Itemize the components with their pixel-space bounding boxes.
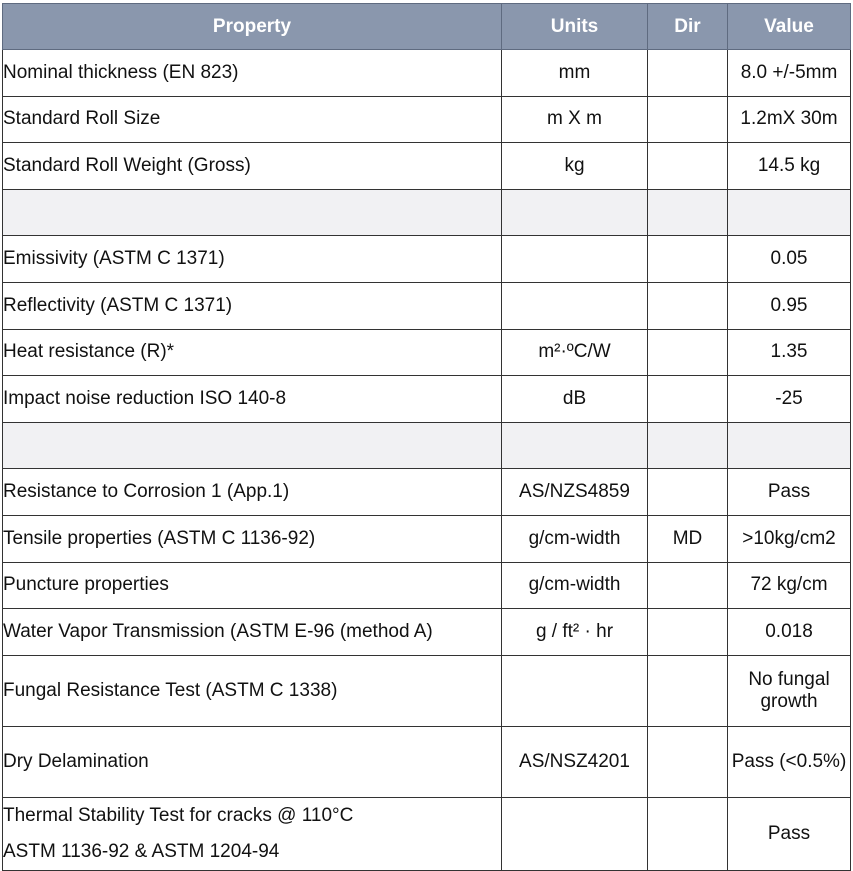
cell-units <box>502 282 648 329</box>
cell-value: 0.95 <box>728 282 851 329</box>
cell-dir <box>648 655 728 726</box>
cell-value: >10kg/cm2 <box>728 515 851 562</box>
cell-value: Pass <box>728 469 851 516</box>
cell-dir <box>648 797 728 870</box>
cell-value: Pass <box>728 797 851 870</box>
cell-property: Standard Roll Size <box>3 96 502 143</box>
cell-value: 1.2mX 30m <box>728 96 851 143</box>
cell-property: Impact noise reduction ISO 140-8 <box>3 376 502 423</box>
cell-value: 8.0 +/-5mm <box>728 50 851 97</box>
header-units: Units <box>502 4 648 50</box>
cell-property: Standard Roll Weight (Gross) <box>3 143 502 190</box>
cell-value: 0.018 <box>728 609 851 656</box>
cell-property: Resistance to Corrosion 1 (App.1) <box>3 469 502 516</box>
cell-value: 14.5 kg <box>728 143 851 190</box>
cell-value: No fungal growth <box>728 655 851 726</box>
cell-units: AS/NZS4859 <box>502 469 648 516</box>
spec-table <box>2 3 851 871</box>
cell-property: Heat resistance (R)* <box>3 329 502 376</box>
table-row <box>3 282 851 329</box>
cell-dir <box>648 376 728 423</box>
cell-property: Puncture properties <box>3 562 502 609</box>
header-property: Property <box>3 4 502 50</box>
cell-property: Water Vapor Transmission (ASTM E-96 (method A) <box>3 609 502 656</box>
cell-dir <box>648 96 728 143</box>
cell-value <box>728 422 851 469</box>
cell-dir <box>648 609 728 656</box>
table-row <box>3 562 851 609</box>
cell-dir <box>648 562 728 609</box>
table-row <box>3 609 851 656</box>
table-row <box>3 797 851 870</box>
table-row <box>3 329 851 376</box>
cell-value: 72 kg/cm <box>728 562 851 609</box>
cell-dir <box>648 329 728 376</box>
table-row <box>3 655 851 726</box>
cell-property: Fungal Resistance Test (ASTM C 1338) <box>3 655 502 726</box>
cell-units: g / ft² · hr <box>502 609 648 656</box>
cell-value: -25 <box>728 376 851 423</box>
cell-property: Emissivity (ASTM C 1371) <box>3 236 502 283</box>
cell-property: Tensile properties (ASTM C 1136-92) <box>3 515 502 562</box>
cell-units: g/cm-width <box>502 562 648 609</box>
cell-dir: MD <box>648 515 728 562</box>
table-row <box>3 236 851 283</box>
cell-property <box>3 189 502 236</box>
table-row <box>3 469 851 516</box>
cell-dir <box>648 726 728 797</box>
cell-units: mm <box>502 50 648 97</box>
cell-property: Dry Delamination <box>3 726 502 797</box>
cell-dir <box>648 50 728 97</box>
table-row <box>3 143 851 190</box>
cell-units: m X m <box>502 96 648 143</box>
cell-dir <box>648 469 728 516</box>
separator-row <box>3 422 851 469</box>
header-value: Value <box>728 4 851 50</box>
cell-units: g/cm-width <box>502 515 648 562</box>
cell-property <box>3 797 502 870</box>
table-row <box>3 726 851 797</box>
separator-row <box>3 189 851 236</box>
cell-units <box>502 422 648 469</box>
table-row <box>3 515 851 562</box>
cell-value: Pass (<0.5%) <box>728 726 851 797</box>
cell-property: Reflectivity (ASTM C 1371) <box>3 282 502 329</box>
cell-dir <box>648 422 728 469</box>
cell-dir <box>648 143 728 190</box>
cell-units <box>502 797 648 870</box>
table-row <box>3 50 851 97</box>
cell-value: 1.35 <box>728 329 851 376</box>
cell-units: AS/NSZ4201 <box>502 726 648 797</box>
table-row <box>3 376 851 423</box>
cell-units <box>502 189 648 236</box>
table-row <box>3 96 851 143</box>
header-dir: Dir <box>648 4 728 50</box>
cell-property-line2: ASTM 1136-92 & ASTM 1204-94 <box>3 840 280 862</box>
cell-units: dB <box>502 376 648 423</box>
cell-dir <box>648 236 728 283</box>
cell-units <box>502 655 648 726</box>
cell-property: Nominal thickness (EN 823) <box>3 50 502 97</box>
cell-dir <box>648 189 728 236</box>
cell-value: 0.05 <box>728 236 851 283</box>
cell-property-line1: Thermal Stability Test for cracks @ 110°C <box>3 804 354 826</box>
cell-property <box>3 422 502 469</box>
cell-units: kg <box>502 143 648 190</box>
cell-dir <box>648 282 728 329</box>
cell-units: m²·ºC/W <box>502 329 648 376</box>
cell-units <box>502 236 648 283</box>
header-row <box>3 4 851 50</box>
cell-value <box>728 189 851 236</box>
